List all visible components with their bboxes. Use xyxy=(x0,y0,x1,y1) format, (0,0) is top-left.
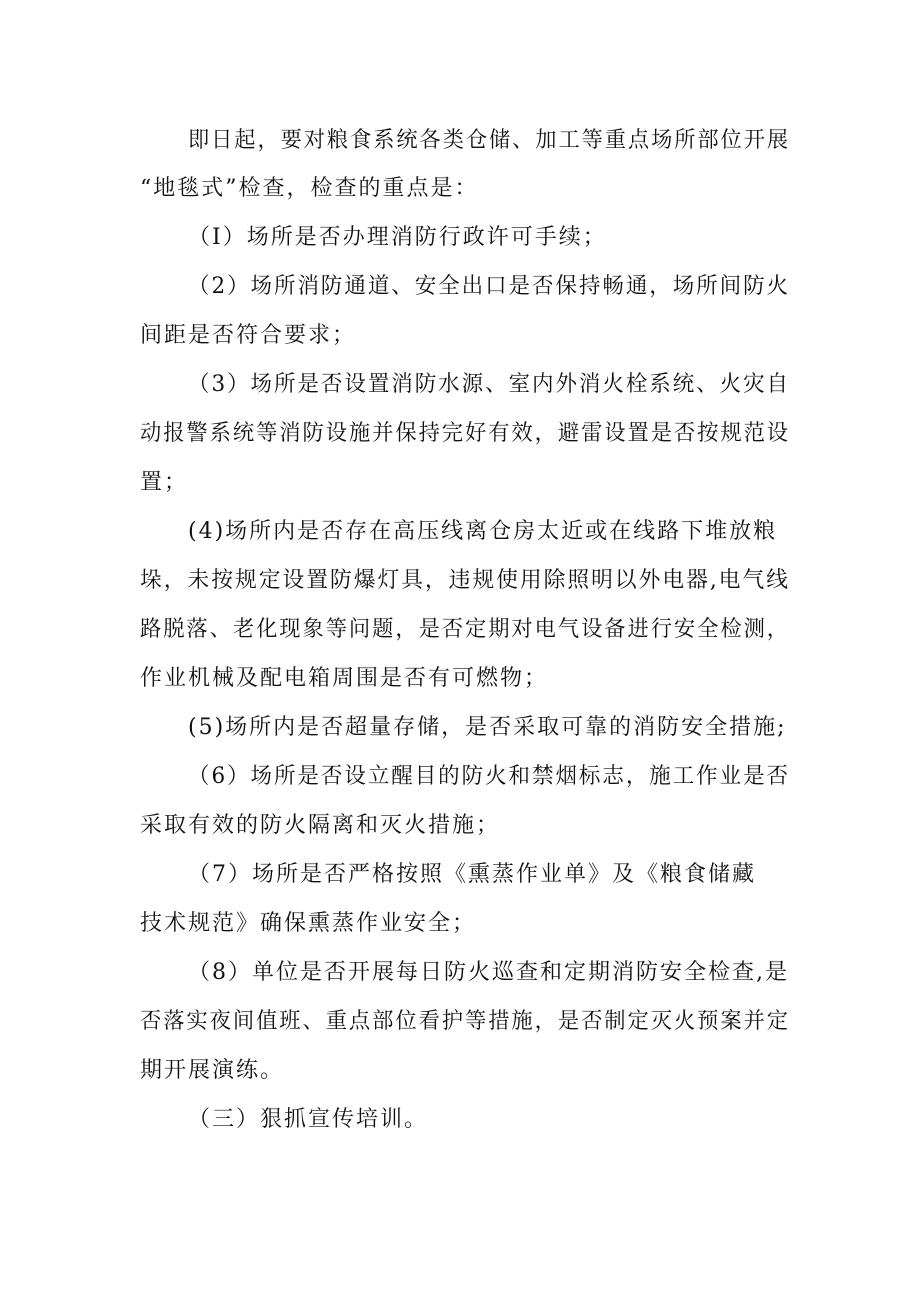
item-5-line-1: (5)场所内是否超量存储，是否采取可靠的消防安全措施; xyxy=(188,715,787,740)
intro-line-2: “地毯式”检查，检查的重点是： xyxy=(140,176,479,201)
item-4-line-3: 路脱落、老化现象等问题，是否定期对电气设备进行安全检测， xyxy=(140,617,791,642)
section-3-heading: （三）狠抓宣传培训。 xyxy=(188,1107,429,1132)
item-8-line-3: 期开展演练。 xyxy=(140,1058,285,1083)
item-4-line-4: 作业机械及配电箱周围是否有可燃物； xyxy=(140,666,549,691)
item-2-line-1: （2）场所消防通道、安全出口是否保持畅通，场所间防火 xyxy=(188,274,790,299)
item-6-line-2: 采取有效的防火隔离和灭火措施； xyxy=(140,813,501,838)
item-7-line-2: 技术规范》确保熏蒸作业安全； xyxy=(140,911,477,936)
item-3-line-1: （3）场所是否设置消防水源、室内外消火栓系统、火灾自 xyxy=(188,372,790,397)
intro-line-1: 即日起，要对粮食系统各类仓储、加工等重点场所部位开展 xyxy=(188,128,791,153)
item-8-line-2: 否落实夜间值班、重点部位看护等措施，是否制定灭火预案并定 xyxy=(140,1009,791,1034)
item-2-line-2: 间距是否符合要求； xyxy=(140,323,357,348)
item-3-line-3: 置； xyxy=(140,470,189,495)
item-4-line-2: 垛，未按规定设置防爆灯具，违规使用除照明以外电器,电气线 xyxy=(140,568,790,593)
item-4-line-1: (4)场所内是否存在高压线离仓房太近或在线路下堆放粮 xyxy=(188,519,778,544)
item-3-line-2: 动报警系统等消防设施并保持完好有效，避雷设置是否按规范设 xyxy=(140,421,791,446)
item-8-line-1: （8）单位是否开展每日防火巡查和定期消防安全检查,是 xyxy=(188,960,789,985)
item-7-line-1: （7）场所是否严格按照《熏蒸作业单》及《粮食储藏 xyxy=(188,862,756,887)
item-6-line-1: （6）场所是否设立醒目的防火和禁烟标志，施工作业是否 xyxy=(188,764,790,789)
item-1-line-1: （I）场所是否办理消防行政许可手续； xyxy=(188,225,607,250)
